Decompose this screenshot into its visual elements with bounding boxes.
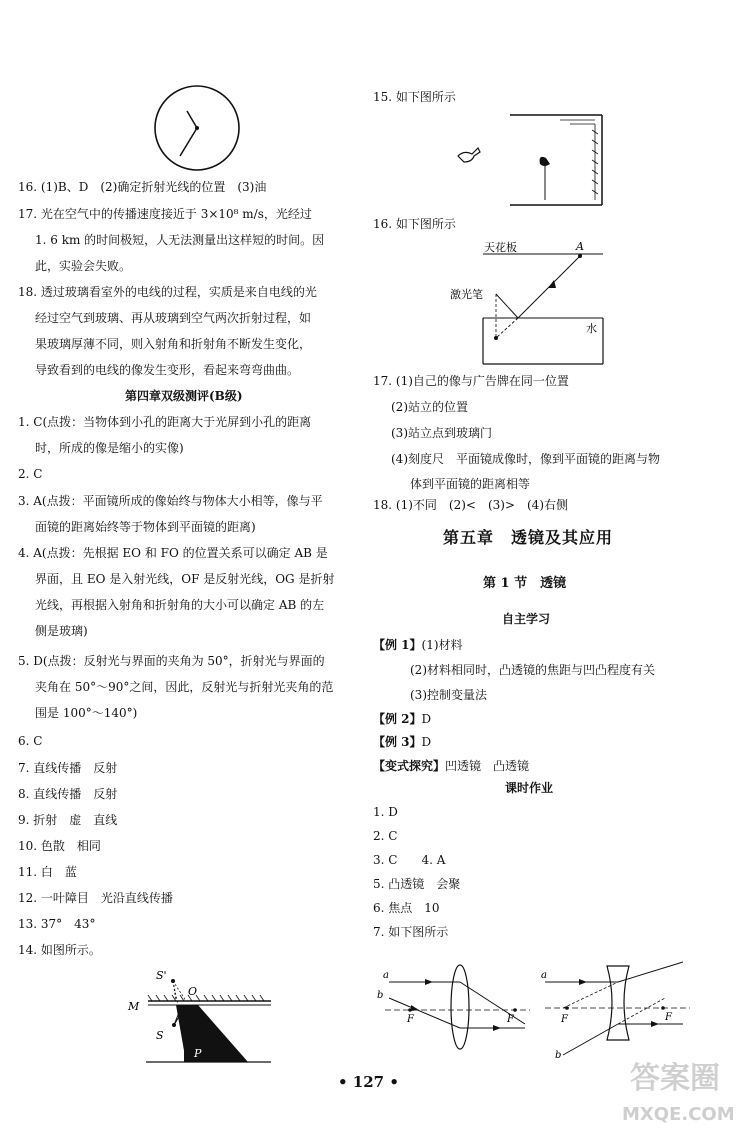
figure-16-laser [448, 238, 608, 358]
answer-b7: 7. 直线传播 反射 [18, 761, 118, 775]
answer-r17-line5: 体到平面镜的距离相等 [410, 477, 531, 491]
homework-1: 1. D [373, 805, 398, 819]
answer-18-line3: 果玻璃厚薄不同，则入射角和折射角不断发生变化， [35, 337, 312, 351]
homework-6: 6. 焦点 10 [373, 901, 440, 915]
answer-b4-line2: 界面，且 EO 是入射光线，OF 是反射光线，OG 是折射 [35, 572, 335, 586]
homework-7: 7. 如下图所示 [373, 925, 449, 939]
label-focus-right2: F [665, 1012, 672, 1023]
variant-explore-answer: 凹透镜 凸透镜 [445, 759, 530, 773]
answer-b3-line1: 3. A(点拨：平面镜所成的像始终与物体大小相等，像与平 [18, 494, 323, 508]
answer-b4-line4: 侧是玻璃) [35, 624, 88, 638]
answer-b1-line2: 时，所成的像是缩小的实像) [35, 441, 184, 455]
label-ceiling: 天花板 [484, 241, 517, 254]
example-1 [373, 638, 463, 652]
figure-15-room [450, 110, 610, 220]
variant-explore-label: 【变式探究】 [373, 759, 446, 773]
homework-3-4: 3. C 4. A [373, 853, 446, 867]
answer-18-line1: 18. 透过玻璃看室外的电线的过程，实质是来自电线的光 [18, 285, 317, 299]
answer-b14: 14. 如图所示。 [18, 943, 101, 957]
answer-b6: 6. C [18, 734, 43, 748]
label-water: 水 [586, 322, 597, 335]
subheading-homework: 课时作业 [505, 781, 554, 795]
answer-b4-line1: 4. A(点拨：先根据 EO 和 FO 的位置关系可以确定 AB 是 [18, 546, 328, 560]
page-number: • 127 • [338, 1073, 399, 1091]
answer-b12: 12. 一叶障目 光沿直线传播 [18, 891, 173, 905]
example-1-answer: (1)材料 [421, 638, 463, 652]
label-s-prime: S' [156, 969, 167, 982]
example-2-answer: D [421, 712, 432, 726]
answer-17-line2: 1. 6 km 的时间极短，人无法测量出这样短的时间。因 [35, 233, 325, 247]
homework-5: 5. 凸透镜 会聚 [373, 877, 461, 891]
answer-b13: 13. 37° 43° [18, 917, 96, 931]
label-ray-b2: b [555, 1050, 562, 1061]
answer-r16: 16. 如下图所示 [373, 217, 456, 231]
clock-figure [153, 84, 243, 174]
label-p: P [194, 1047, 202, 1060]
label-focus-left: F [407, 1014, 414, 1025]
answer-b1-line1: 1. C(点拨：当物体到小孔的距离大于光屏到小孔的距离 [18, 415, 312, 429]
answer-r17-line4: (4)刻度尺 平面镜成像时，像到平面镜的距离与物 [391, 452, 660, 466]
label-o: O [188, 985, 198, 998]
figure-7-concave-lens [535, 960, 695, 1060]
chapter-5-title: 第五章 透镜及其应用 [443, 528, 614, 547]
label-ray-a2: a [541, 970, 547, 981]
answer-r17-line1: 17. (1)自己的像与广告牌在同一位置 [373, 374, 569, 388]
label-laser-pen: 激光笔 [450, 288, 483, 301]
label-ray-b: b [377, 990, 384, 1001]
answer-r18: 18. (1)不同 (2)< (3)> (4)右侧 [373, 498, 569, 512]
example-1-line3: (3)控制变量法 [410, 688, 487, 702]
example-1-line2: (2)材料相同时，凸透镜的焦距与凹凸程度有关 [410, 663, 655, 677]
subheading-self-study: 自主学习 [502, 612, 551, 626]
answer-17-line1: 17. 光在空气中的传播速度接近于 3×10⁸ m/s，光经过 [18, 207, 312, 221]
label-ray-a: a [383, 970, 389, 981]
label-a: A [576, 240, 584, 253]
figure-14-mirror [126, 965, 266, 1065]
answer-b5-line3: 围是 100°～140°) [35, 706, 138, 720]
example-2-label: 【例 2】 [373, 712, 422, 726]
watermark-logo: 答案圈 [630, 1061, 720, 1096]
answer-b8: 8. 直线传播 反射 [18, 787, 118, 801]
answer-b11: 11. 白 蓝 [18, 865, 77, 879]
example-3 [373, 735, 431, 749]
answer-b5-line1: 5. D(点拨：反射光与界面的夹角为 50°，折射光与界面的 [18, 654, 325, 668]
answer-18-line4: 导致看到的电线的像发生变形，看起来弯弯曲曲。 [35, 363, 300, 377]
answer-b5-line2: 夹角在 50°～90°之间，因此，反射光与折射光夹角的范 [35, 680, 334, 694]
answer-b3-line2: 面镜的距离始终等于物体到平面镜的距离) [35, 520, 256, 534]
answer-r15: 15. 如下图所示 [373, 90, 456, 104]
answer-b2: 2. C [18, 467, 43, 481]
variant-explore [373, 759, 529, 773]
label-m: M [128, 1000, 140, 1013]
example-3-answer: D [421, 735, 432, 749]
example-2 [373, 712, 431, 726]
answer-b9: 9. 折射 虚 直线 [18, 813, 118, 827]
label-s: S [156, 1029, 164, 1042]
answer-17-line3: 此，实验会失败。 [35, 259, 132, 273]
watermark-url: MXQE.COM [622, 1104, 735, 1125]
example-1-label: 【例 1】 [373, 638, 422, 652]
homework-2: 2. C [373, 829, 398, 843]
section-1-title: 第 1 节 透镜 [483, 576, 567, 591]
example-3-label: 【例 3】 [373, 735, 422, 749]
answer-16: 16. (1)B、D (2)确定折射光线的位置 (3)油 [18, 180, 267, 194]
label-focus-left2: F [561, 1014, 568, 1025]
figure-7-convex-lens [375, 962, 535, 1062]
answer-b10: 10. 色散 相同 [18, 839, 101, 853]
label-focus-right: F [507, 1014, 514, 1025]
section-title-ch4-b: 第四章双级测评(B级) [125, 389, 243, 403]
answer-18-line2: 经过空气到玻璃、再从玻璃到空气两次折射过程，如 [35, 311, 312, 325]
answer-r17-line2: (2)站立的位置 [391, 400, 468, 414]
answer-r17-line3: (3)站立点到玻璃门 [391, 426, 492, 440]
answer-b4-line3: 光线，再根据入射角和折射角的大小可以确定 AB 的左 [35, 598, 325, 612]
